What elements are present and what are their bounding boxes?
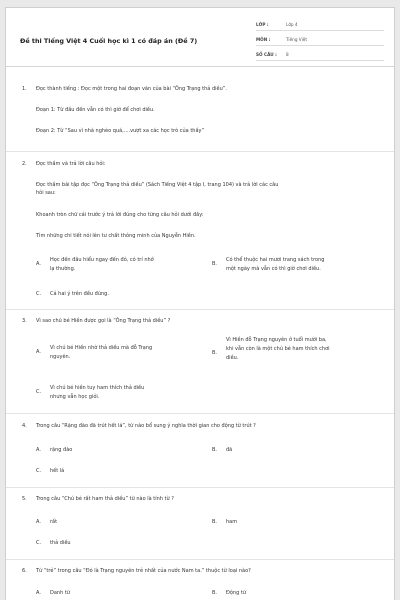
option-letter: A.: [36, 447, 41, 453]
exam-meta-table: [256, 19, 384, 61]
question-number: 1.: [22, 86, 27, 92]
q1-passage-2: Đoạn 2: Từ “Sau vì nhà nghèo quá,....vượt xa các học trò của thầy”: [36, 128, 205, 134]
option-text: diều.: [226, 355, 239, 361]
option-text: Danh từ: [50, 590, 70, 596]
option-text: đã: [226, 447, 233, 453]
meta-row-class: [256, 19, 384, 31]
question-divider: [6, 309, 394, 310]
option-letter: C.: [36, 291, 42, 297]
option-letter: B.: [212, 590, 218, 596]
option-text: Cả hai ý trên đều đúng.: [50, 291, 109, 297]
q2-intro-line-2: hỏi sau:: [36, 190, 56, 196]
meta-value: Tiếng Việt: [286, 37, 307, 42]
question-text: Trong câu “Rặng đào đã trút hết lá”, từ nào bổ sung ý nghĩa thời gian cho động từ trút ?: [36, 423, 256, 429]
q2-option-a[interactable]: [36, 256, 206, 276]
option-letter: C.: [36, 389, 42, 395]
meta-value: 8: [286, 52, 289, 57]
option-text: một ngày mà vẫn có thì giờ chơi diều.: [226, 266, 321, 272]
question-text: Đọc thành tiếng : Đọc một trong hai đoạn văn của bài “Ông Trạng thả diều”.: [36, 86, 227, 92]
option-text: khi vẫn còn là một chú bé ham thích chơi: [226, 346, 330, 352]
q4-option-a[interactable]: [36, 446, 196, 455]
question-text: Trong câu “Chú bé rất ham thả diều” từ nào là tính từ ?: [36, 496, 174, 502]
exam-sheet: [5, 7, 395, 600]
meta-row-count: [256, 49, 384, 61]
q3-option-c[interactable]: [36, 384, 206, 404]
option-letter: B.: [212, 447, 218, 453]
question-number: 5.: [22, 496, 27, 502]
q2-option-c[interactable]: [36, 290, 236, 299]
meta-label: SỐ CÂU :: [256, 52, 277, 57]
option-letter: A.: [36, 519, 41, 525]
exam-title: Đề thi Tiếng Việt 4 Cuối học kì 1 có đáp án (Đề 7): [20, 37, 198, 45]
question-text: Vì sao chú bé Hiền được gọi là “Ông Trạng thả diều” ?: [36, 318, 171, 324]
question-divider: [6, 487, 394, 488]
option-text: nhưng vẫn học giỏi.: [50, 394, 100, 400]
q2-option-b[interactable]: [212, 256, 382, 276]
q2-question: Tìm những chi tiết nói lên tư chất thông minh của Nguyễn Hiền.: [36, 233, 196, 239]
option-text: rặng đào: [50, 447, 73, 453]
option-text: lạ thường.: [50, 266, 76, 272]
option-text: rất: [50, 519, 58, 525]
question-number: 3.: [22, 318, 27, 324]
option-text: Có thể thuộc hai mươi trang sách trong: [226, 257, 325, 263]
option-text: Vì Hiền đỗ Trạng nguyên ở tuổi mười ba,: [226, 337, 327, 343]
option-letter: A.: [36, 349, 41, 355]
q5-option-a[interactable]: [36, 518, 196, 527]
option-text: Học đến đâu hiểu ngay đến đó, có trí nhớ: [50, 257, 154, 263]
question-divider: [6, 151, 394, 152]
q3-option-a[interactable]: [36, 344, 206, 364]
option-text: Vì chú bé Hiền nhờ thả diều mà đỗ Trạng: [50, 345, 153, 351]
exam-header: [6, 8, 394, 66]
question-divider: [6, 559, 394, 560]
q5-option-b[interactable]: [212, 518, 372, 527]
q2-instruction: Khoanh tròn chữ cái trước ý trả lời đúng cho từng câu hỏi dưới đây:: [36, 212, 204, 218]
header-divider: [6, 66, 394, 67]
question-text: Đọc thầm và trả lời câu hỏi:: [36, 161, 106, 167]
option-letter: A.: [36, 590, 41, 596]
option-letter: C.: [36, 540, 42, 546]
question-number: 6.: [22, 568, 27, 574]
q2-intro-line-1: Đọc thầm bài tập đọc “Ông Trạng thả diều” (Sách Tiếng Việt 4 tập I, trang 104) và trả lời các câu: [36, 182, 279, 188]
option-letter: A.: [36, 261, 41, 267]
question-number: 2.: [22, 161, 27, 167]
q3-option-b[interactable]: [212, 336, 386, 364]
option-text: Động từ: [226, 590, 246, 596]
option-letter: C.: [36, 468, 42, 474]
meta-label: MÔN :: [256, 37, 271, 42]
meta-value: Lớp 4: [286, 22, 298, 27]
meta-row-subject: [256, 34, 384, 46]
option-text: ham: [226, 519, 238, 525]
q1-passage-1: Đoạn 1: Từ đầu đến vẫn có thì giờ để chơi diều.: [36, 107, 155, 113]
question-number: 4.: [22, 423, 27, 429]
option-text: Vì chú bé hiền tuy ham thích thả diều: [50, 385, 145, 391]
option-text: nguyên.: [50, 354, 71, 360]
q6-option-a[interactable]: [36, 589, 196, 598]
meta-label: LỚP :: [256, 22, 269, 27]
q5-option-c[interactable]: [36, 539, 196, 548]
q4-option-c[interactable]: [36, 467, 196, 476]
option-letter: B.: [212, 261, 218, 267]
q6-option-b[interactable]: [212, 589, 372, 598]
question-divider: [6, 413, 394, 414]
option-letter: B.: [212, 519, 218, 525]
q4-option-b[interactable]: [212, 446, 372, 455]
option-letter: B.: [212, 350, 218, 356]
option-text: hết lá: [50, 468, 65, 474]
option-text: thả diều: [50, 540, 71, 546]
question-text: Từ “trẻ” trong câu “Đó là Trạng nguyên trẻ nhất của nước Nam ta.” thuộc từ loại nào?: [36, 568, 251, 574]
